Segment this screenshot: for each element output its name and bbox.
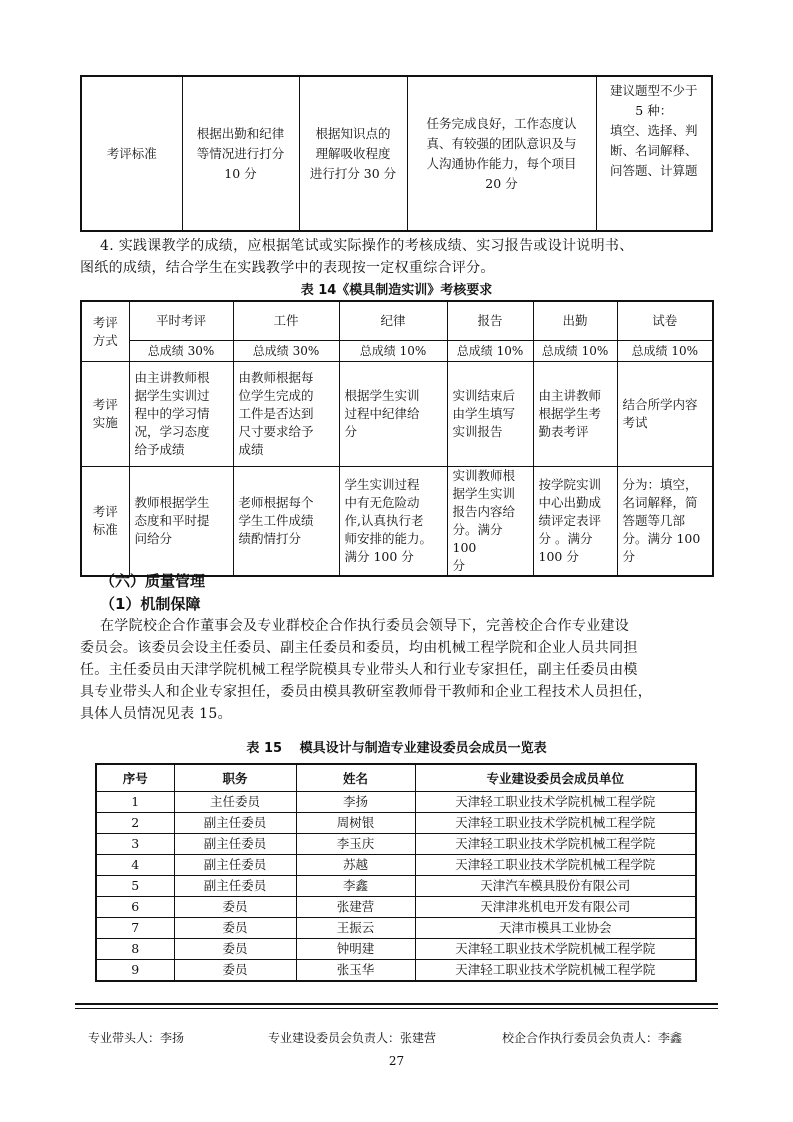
- member-position: 副主任委员: [174, 834, 296, 855]
- section-quality-management: （六）质量管理: [100, 572, 206, 590]
- paragraph-mechanism-line2: 委员会。该委员会设主任委员、副主任委员和委员，均由机械工程学院和企业人员共同担: [80, 640, 638, 656]
- member-number: 3: [96, 834, 174, 855]
- member-name: 李扬: [296, 792, 415, 813]
- row-label-standard: 考评标准: [81, 76, 182, 231]
- header-attendance: 出勤: [533, 301, 617, 341]
- paragraph-mechanism-line5: 具体人员情况见表 15。: [80, 706, 232, 722]
- footer-rule-thick: [75, 1003, 718, 1005]
- row-label-method: 考评 方式: [81, 301, 129, 362]
- footer-executive-head: 校企合作执行委员会负责人：李鑫: [502, 1031, 683, 1045]
- impl-attendance: 由主讲教师 根据学生考 勤表考评: [533, 362, 617, 467]
- member-number: 4: [96, 855, 174, 876]
- member-number: 2: [96, 813, 174, 834]
- assessment-standard-table: [80, 75, 713, 232]
- member-name: 李鑫: [296, 876, 415, 897]
- table-row: [96, 855, 696, 876]
- footer-committee-head: 专业建设委员会负责人：张建营: [268, 1031, 437, 1045]
- member-organization: 天津轻工职业技术学院机械工程学院: [415, 855, 696, 876]
- member-position: 委员: [174, 918, 296, 939]
- member-name: 张玉华: [296, 960, 415, 982]
- paragraph-mechanism-line4: 具专业带头人和企业专家担任，委员由模具教研室教师骨干教师和企业工程技术人员担任，: [80, 684, 652, 700]
- impl-report: 实训结束后 由学生填写 实训报告: [447, 362, 533, 467]
- member-position: 副主任委员: [174, 813, 296, 834]
- member-name: 王振云: [296, 918, 415, 939]
- member-organization: 天津轻工职业技术学院机械工程学院: [415, 960, 696, 982]
- table-row: [96, 939, 696, 960]
- member-name: 李玉庆: [296, 834, 415, 855]
- impl-regular: 由主讲教师根 据学生实训过 程中的学习情 况，学习态度 给予成绩: [129, 362, 233, 467]
- header-position: 职务: [174, 764, 296, 792]
- member-position: 副主任委员: [174, 876, 296, 897]
- header-regular: 平时考评: [129, 301, 233, 341]
- table-row: [96, 792, 696, 813]
- total-exam: 总成绩 10%: [617, 341, 713, 362]
- knowledge-criteria: 根据知识点的 理解吸收程度 进行打分 30 分: [299, 76, 407, 231]
- exam-criteria: 建议题型不少于 5 种： 填空、选择、判 断、名词解释、 问答题、计算题: [596, 76, 712, 231]
- table-row: [96, 813, 696, 834]
- member-number: 7: [96, 918, 174, 939]
- member-number: 1: [96, 792, 174, 813]
- header-exam: 试卷: [617, 301, 713, 341]
- table-row: [96, 918, 696, 939]
- table-row: [96, 876, 696, 897]
- member-name: 钟明建: [296, 939, 415, 960]
- member-position: 副主任委员: [174, 855, 296, 876]
- table-row: [96, 897, 696, 918]
- member-number: 5: [96, 876, 174, 897]
- std-discipline: 学生实训过程 中有无危险动 作,认真执行老 师安排的能力。 满分 100 分: [339, 467, 447, 577]
- member-position: 委员: [174, 960, 296, 982]
- row-label-std: 考评 标准: [81, 467, 129, 577]
- impl-exam: 结合所学内容 考试: [617, 362, 713, 467]
- member-name: 周树银: [296, 813, 415, 834]
- table-row: [96, 960, 696, 982]
- table-row: [96, 834, 696, 855]
- member-organization: 天津轻工职业技术学院机械工程学院: [415, 834, 696, 855]
- table15-committee-members: [95, 763, 697, 982]
- attendance-criteria: 根据出勤和纪律 等情况进行打分 10 分: [182, 76, 299, 231]
- table15-caption: 表 15 模具设计与制造专业建设委员会成员一览表: [246, 741, 547, 756]
- member-position: 委员: [174, 897, 296, 918]
- total-discipline: 总成绩 10%: [339, 341, 447, 362]
- std-report: 实训教师根 据学生实训 报告内容给 分。满分 100 分: [447, 467, 533, 577]
- member-number: 8: [96, 939, 174, 960]
- paragraph-mechanism-line3: 任。主任委员由天津学院机械工程学院模具专业带头人和行业专家担任，副主任委员由模: [80, 662, 638, 678]
- header-number: 序号: [96, 764, 174, 792]
- paragraph-practice-grading-cont: 图纸的成绩，结合学生在实践教学中的表现按一定权重综合评分。: [80, 260, 495, 276]
- member-organization: 天津轻工职业技术学院机械工程学院: [415, 813, 696, 834]
- header-organization: 专业建设委员会成员单位: [415, 764, 696, 792]
- impl-discipline: 根据学生实训 过程中纪律给 分: [339, 362, 447, 467]
- footer-program-leader: 专业带头人：李扬: [88, 1031, 185, 1045]
- member-organization: 天津津兆机电开发有限公司: [415, 897, 696, 918]
- member-position: 主任委员: [174, 792, 296, 813]
- task-criteria: 任务完成良好，工作态度认 真、有较强的团队意识及与 人沟通协作能力，每个项目 20 分: [407, 76, 596, 231]
- paragraph-practice-grading: 4. 实践课教学的成绩，应根据笔试或实际操作的考核成绩、实习报告或设计说明书、: [100, 238, 634, 254]
- member-organization: 天津汽车模具股份有限公司: [415, 876, 696, 897]
- member-organization: 天津轻工职业技术学院机械工程学院: [415, 939, 696, 960]
- member-number: 9: [96, 960, 174, 982]
- total-workpiece: 总成绩 30%: [233, 341, 339, 362]
- std-regular: 教师根据学生 态度和平时提 问给分: [129, 467, 233, 577]
- header-name: 姓名: [296, 764, 415, 792]
- member-number: 6: [96, 897, 174, 918]
- std-workpiece: 老师根据每个 学生工件成绩 绩酌情打分: [233, 467, 339, 577]
- total-attendance: 总成绩 10%: [533, 341, 617, 362]
- row-label-impl: 考评 实施: [81, 362, 129, 467]
- impl-workpiece: 由教师根据每 位学生完成的 工件是否达到 尺寸要求给予 成绩: [233, 362, 339, 467]
- std-exam: 分为：填空， 名词解释，简 答题等几部 分。满分 100 分: [617, 467, 713, 577]
- paragraph-mechanism-line1: 在学院校企合作董事会及专业群校企合作执行委员会领导下，完善校企合作专业建设: [100, 618, 630, 634]
- member-position: 委员: [174, 939, 296, 960]
- table14-assessment-requirements: [80, 300, 714, 577]
- member-organization: 天津轻工职业技术学院机械工程学院: [415, 792, 696, 813]
- member-name: 苏越: [296, 855, 415, 876]
- member-name: 张建营: [296, 897, 415, 918]
- table14-caption: 表 14《模具制造实训》考核要求: [300, 283, 493, 298]
- section-mechanism: （1）机制保障: [100, 595, 201, 613]
- header-workpiece: 工件: [233, 301, 339, 341]
- std-attendance: 按学院实训 中心出勤成 绩评定表评 分 。满分 100 分: [533, 467, 617, 577]
- total-regular: 总成绩 30%: [129, 341, 233, 362]
- header-report: 报告: [447, 301, 533, 341]
- member-organization: 天津市模具工业协会: [415, 918, 696, 939]
- total-report: 总成绩 10%: [447, 341, 533, 362]
- footer-rule-thin: [75, 1008, 718, 1009]
- page-number: 27: [388, 1054, 405, 1068]
- header-discipline: 纪律: [339, 301, 447, 341]
